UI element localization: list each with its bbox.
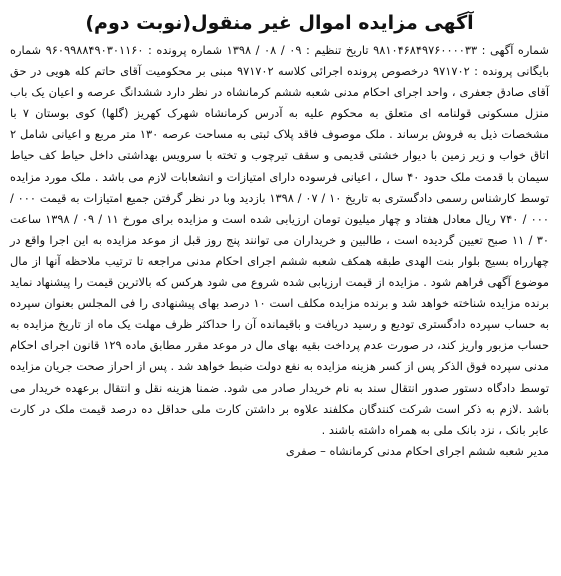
notice-signature: مدیر شعبه ششم اجرای احکام مدنی کرمانشاه – صفری bbox=[285, 443, 549, 458]
notice-body: شماره آگهی : ۹۸۱۰۴۶۸۴۹۷۶۰۰۰۰۳۳ تاریخ تنظیم : ۰۹ / ۰۸ / ۱۳۹۸ شماره پرونده : ۹۶۰۹۹۸۸۴۹۰۳۰۱۱۶۰ شماره بایگانی پرونده : ۹۷۱۷۰۲ درخصوص پرونده اجرائی کلاسه ۹۷۱۷۰۲ مبنی بر محکومیت آقای حاتم کله هویی در حق آقای صادق جعفری ، واحد اجرای احکام مدنی شعبه ششم کرمانشاه در نظر دارد ششدانگ عرصه و اعیان یک باب منزل مسکونی قولنامه ای متعلق به محکوم علیه به آدرس کرمانشاه شهرک کهریز (گلها) کوی بوستان ۷ با مشخصات ذیل به فروش برساند . ملک موصوف فاقد پلاک ثبتی به مساحت عرصه ۱۳۰ متر مربع و اعیانی شامل ۲ اتاق خواب و زیر زمین با دیوار خشتی قدیمی و سقف تیرچوب و تخته با سرویس بهداشتی داخل حیاط کف حیاط سیمان با قدمت ملک حدود ۴۰ سال ، اعیانی فرسوده دارای امتیازات و انشعابات لازم می باشد . ملک مورد مزایده توسط کارشناس رسمی دادگستری به تاریخ ۱۰ / ۰۷ / ۱۳۹۸ بازدید وبا در نظر گرفتن جمیع امتیازات به قیمت ۰۰۰ / ۰۰۰ / ۷۴۰ ریال معادل هفتاد و چهار میلیون تومان ارزیابی شده است و مزایده برای مورخ ۱۱ / ۰۹ / ۱۳۹۸ ساعت ۳۰ / ۱۱ صبح تعیین گردیده است ، طالبین و خریداران می توانند پنج روز قبل از موعد مزایده به این اجرا واقع در چهارراه بسیج بلوار بنت الهدی طبقه همکف شعبه ششم اجرای احکام مدنی مراجعه تا ترتیب ملاحظه آنها از مال موضوع آگهی فراهم شود . مزایده از قیمت ارزیابی شده شروع می شود هرکس که بالاترین قیمت را پیشنهاد نماید برنده مزایده شناخته خواهد شد و برنده مزایده مکلف است ۱۰ درصد بهای پیشنهادی را فی المجلس بعنوان سپرده به حساب سپرده دادگستری تودیع و رسید دریافت و باقیمانده آن را حداکثر ظرف مهلت یک ماه از تاریخ مزایده به حساب مزبور واریز کند، در صورت عدم پرداخت بقیه بهای مال در موعد مقرر مطابق ماده ۱۲۹ قانون اجرای احکام مدنی سپرده فوق الذکر پس از کسر هزینه مزایده به نفع دولت ضبط خواهد شد . پس از احراز صحت جریان مزایده توسط دادگاه دستور صدور انتقال سند به نام خریدار صادر می شود. ضمنا هزینه نقل و انتقال برعهده خریدار می باشد .لازم به ذکر است شرکت کنندگان مکلفند علاوه بر داشتن کارت ملی حداقل ده درصد قیمت ملک در کارت عابر بانک ، نزد بانک ملی به همراه داشته باشند . bbox=[10, 43, 550, 437]
notice-title: آگهی مزایده اموال غیر منقول(نوبت دوم) bbox=[85, 12, 474, 34]
